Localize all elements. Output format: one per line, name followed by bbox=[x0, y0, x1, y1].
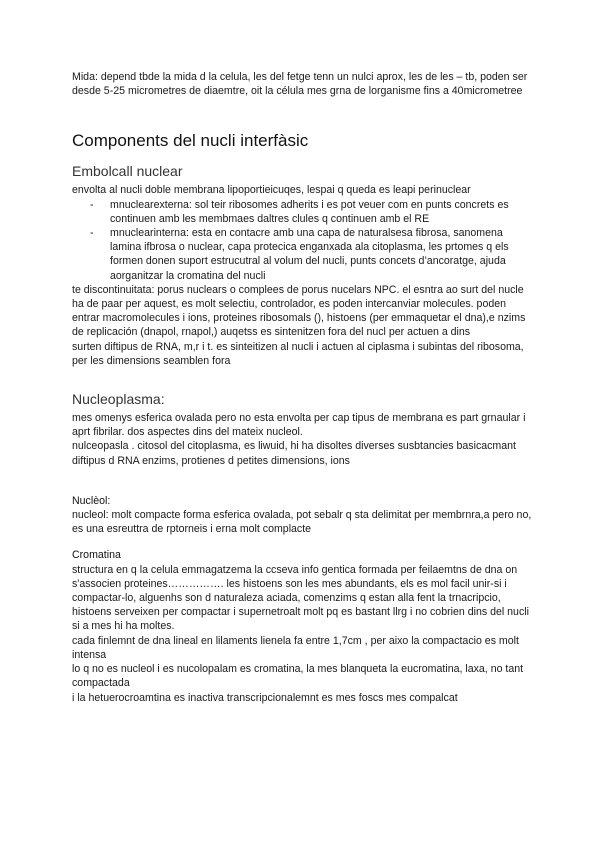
nucleoplasma-paragraph-1: mes omenys esferica ovalada pero no esta envolta per cap tipus de membrana es part grnaular i aprt fibrilar. dos aspectes dins del mateix nucleol. bbox=[72, 412, 526, 439]
list-item-membrana-externa: - mnuclearexterna: sol teir ribosomes adherits i es pot veuer com en punts concrets es continuen amb les membmaes daltres clules q continuen amb el RE bbox=[110, 198, 532, 226]
embolcall-heading: Embolcall nuclear bbox=[72, 163, 183, 180]
cromatina-paragraph-3: lo q no es nucleol i es nucolopalam es cromatina, la mes blanqueta la eucromatina, laxa, no tant compactada bbox=[72, 663, 524, 690]
nucleoplasma-paragraph-2: nulceopasla . citosol del citoplasma, es liwuid, hi ha disoltes diverses susbtancies basicacmant diftipus d RNA enzims, protienes d petites dimensions, ions bbox=[72, 440, 516, 467]
embolcall-paragraph-3: surten diftipus de RNA, m,r i t. es sinteitizen al nucli i actuen al ciplasma i subintas del ribosoma, per les dimensions seamblen fora bbox=[72, 340, 524, 367]
cromatina-paragraph-2: cada finlemnt de dna lineal en lilaments lienela fa entre 1,7cm , per aixo la compactacio es molt intensa bbox=[72, 634, 519, 661]
intro-paragraph: Mida: depend tbde la mida d la celula, les del fetge tenn un nulci aprox, les de les – tb, poden ser desde 5-25 micrometres de diaemtre, oit la célula mes grna de lorganisme fins a 40micrometree bbox=[72, 71, 528, 98]
main-heading: Components del nucli interfàsic bbox=[72, 131, 309, 151]
cromatina-paragraph-1: structura en q la celula emmagatzema la ccseva info gentica formada per feilaemtns de dna on s'associen proteines……………. les histoens son les mes abundants, els es mol facil unir-si i compactar-lo, alguenhs son d naturaleza aciada, comenzims q estan alla fent la trnacripcio, histoens serveixen per compactar i supernetroalt molt pq es bastant llrg i no cobrien dins del nucli si a mes hi ha moltes. bbox=[72, 563, 529, 633]
embolcall-list bbox=[72, 198, 532, 283]
cromatina-heading: Cromatina bbox=[72, 549, 121, 562]
nucleol-heading: Nuclèol: bbox=[72, 494, 111, 507]
list-item-membrana-interna: - mnuclearinterna: esta en contacre amb una capa de naturalsesa fibrosa, sanomena lamina ifbrosa o nuclear, capa protecica enganxada ala citoplasma, les prtomes q els formen donen suport estrucutral al volum del nucli, punts concets d’ancoratge, ajuda aorganitzar la cromatina del nucli bbox=[110, 226, 532, 283]
embolcall-paragraph-2: te discontinuitata: porus nuclears o complees de porus nucelars NPC. el esntra ao surt del nucle ha de paar per aquest, es molt selectiu, controlador, es poden intercanviar molecules. poden entrar macromolecules i ions, proteines ribosomals (), histoens (per emmaquetar el dna),e nzims de replicación (dnapol, rnapol,) auqetss es sintenitzen fora del nucl per actuen a dins bbox=[72, 283, 526, 339]
nucleol-paragraph: nucleol: molt compacte forma esferica ovalada, pot sebalr q sta delimitat per membrnra,a pero no, es una esreuttra de rptorneis i erna molt complacte bbox=[72, 509, 532, 536]
nucleoplasma-heading: Nucleoplasma: bbox=[72, 391, 165, 408]
embolcall-paragraph-1: envolta al nucli doble membrana lipoportieicuqes, lespai q queda es leapi perinuclear bbox=[72, 184, 471, 197]
document-page bbox=[72, 70, 532, 705]
spacer bbox=[72, 468, 532, 494]
spacer bbox=[72, 536, 532, 548]
cromatina-paragraph-4: i la hetuerocroamtina es inactiva transcripcionalemnt es mes foscs mes compalcat bbox=[72, 691, 458, 704]
